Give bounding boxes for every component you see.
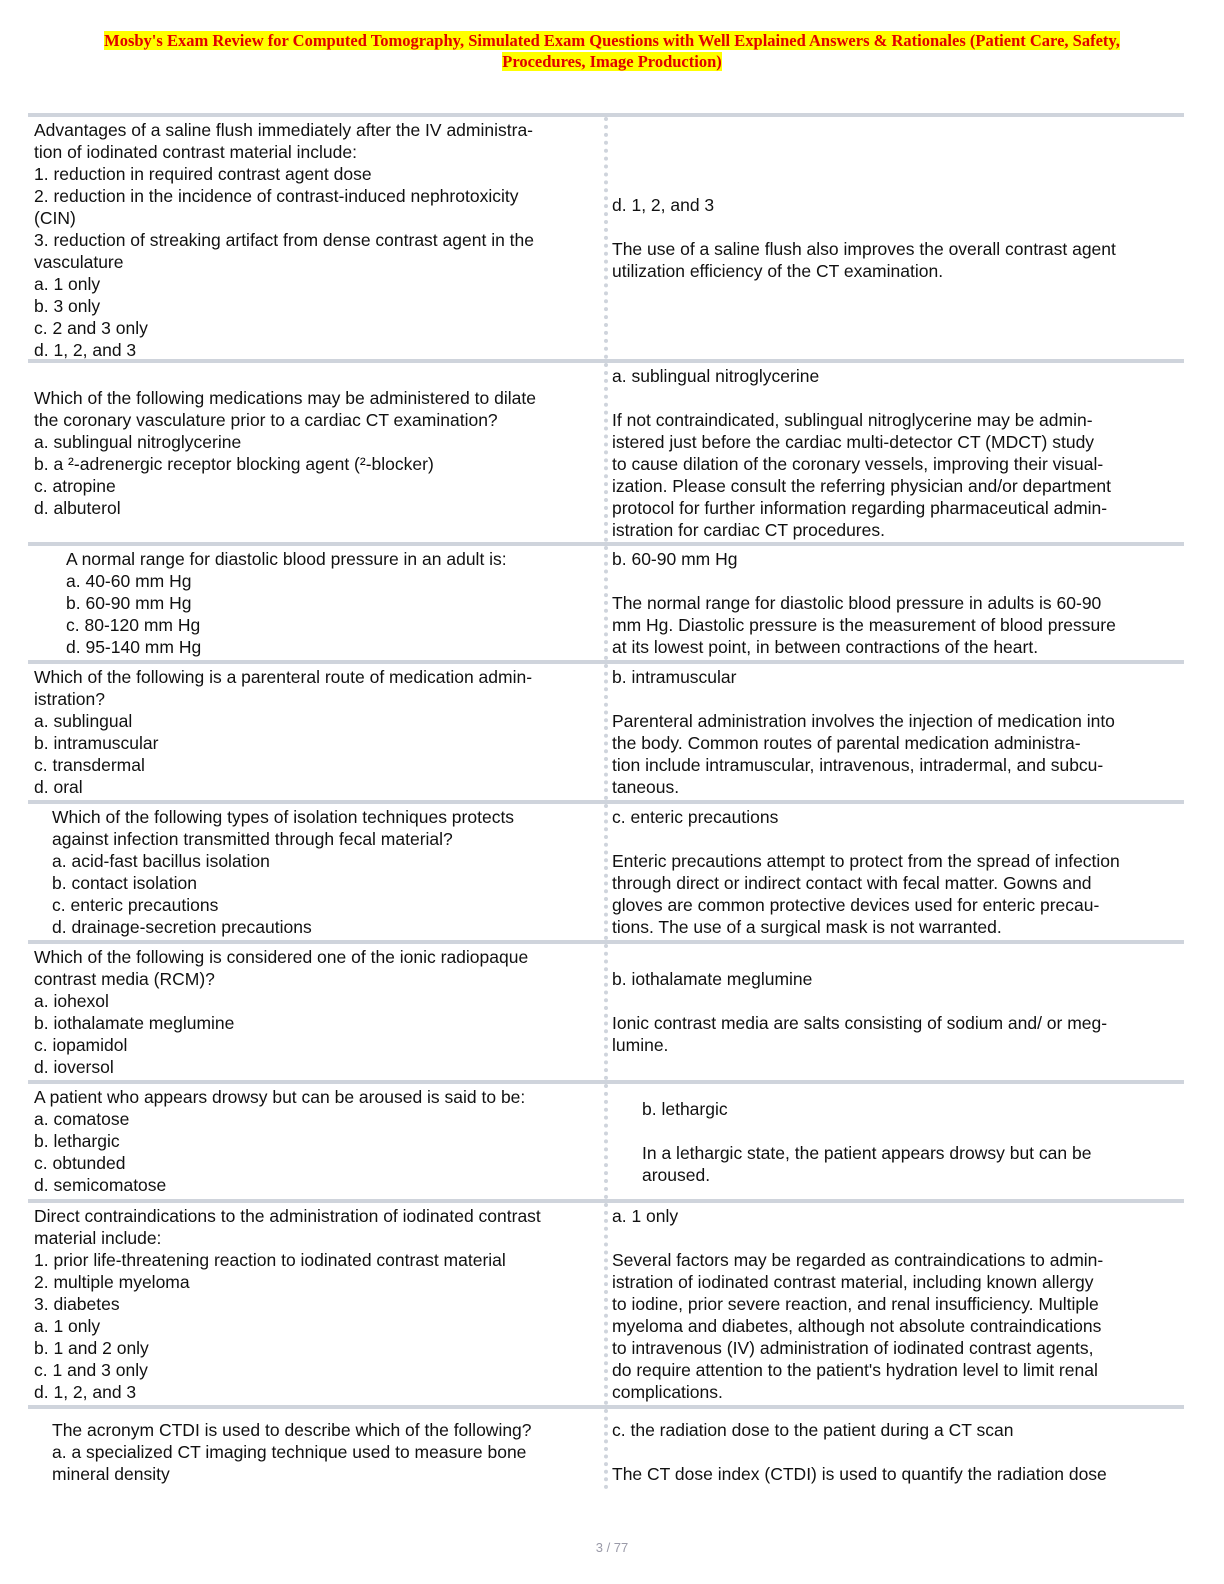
answer-cell (604, 1409, 1184, 1489)
question-cell: The acronym CTDI is used to describe which of the following? a. a specialized CT imaging technique used to measure bone mineral density (52, 1420, 532, 1484)
answer-cell (604, 664, 1184, 800)
qa-table (28, 113, 1184, 1489)
qa-row (28, 804, 1184, 944)
question-cell: Advantages of a saline flush immediately after the IV administra- tion of iodinated contrast material include: 1. reduction in required contrast agent dose 2. reduction in the incidence of contrast-induced nephrotoxicity (CIN) 3. reduction of streaking artifact from dense contrast agent in the vasculature a. 1 only b. 3 only c. 2 and 3 only d. 1, 2, and 3 (34, 120, 534, 360)
answer-cell (604, 1203, 1184, 1405)
question-cell: Direct contraindications to the administration of iodinated contrast material include: 1. prior life-threatening reaction to iodinated contrast material 2. multiple myeloma 3. diabetes a. 1 only b. 1 and 2 only c. 1 and 3 only d. 1, 2, and 3 (34, 1206, 541, 1402)
answer-choice: c. enteric precautions (612, 807, 779, 827)
answer-explanation: Enteric precautions attempt to protect from the spread of infection through direct or indirect contact with fecal matter. Gowns and gloves are common protective devices used for enteric precau- tions. The use of a surgical mask is not warranted. (612, 851, 1120, 937)
answer-explanation: In a lethargic state, the patient appears drowsy but can be aroused. (642, 1142, 1092, 1185)
answer-choice: c. the radiation dose to the patient during a CT scan (612, 1420, 1014, 1440)
document-header (40, 30, 1184, 72)
question-cell: A patient who appears drowsy but can be aroused is said to be: a. comatose b. lethargic c. obtunded d. semicomatose (34, 1087, 526, 1195)
answer-choice: b. intramuscular (612, 667, 737, 687)
answer-explanation: Several factors may be regarded as contraindications to admin- istration of iodinated contrast material, including known allergy to iodine, prior severe reaction, and renal insufficiency. Multiple myeloma and diabetes, although not absolute contraindications to intravenous (IV) administration of iodinated contrast agents, do require attention to the patient's hydration level to limit renal complications. (612, 1250, 1104, 1402)
question-cell: A normal range for diastolic blood pressure in an adult is: a. 40-60 mm Hg b. 60-90 mm Hg c. 80-120 mm Hg d. 95-140 mm Hg (66, 549, 507, 657)
qa-row (28, 664, 1184, 804)
qa-row (28, 117, 1184, 363)
answer-choice: b. 60-90 mm Hg (612, 549, 738, 569)
header-title-line1: Mosby's Exam Review for Computed Tomography, Simulated Exam Questions with Well Explained Answers & Rationales (Patient Care, Safety, (104, 31, 1120, 50)
answer-choice: a. sublingual nitroglycerine (612, 366, 820, 386)
answer-explanation: If not contraindicated, sublingual nitroglycerine may be admin- istered just before the cardiac multi-detector CT (MDCT) study to cause dilation of the coronary vessels, improving their visual- ization. Please consult the referring physician and/or department protocol for further information regarding pharmaceutical admin- istration for cardiac CT procedures. (612, 410, 1112, 540)
qa-row (28, 1084, 1184, 1203)
answer-explanation: Ionic contrast media are salts consisting of sodium and/ or meg- lumine. (612, 1013, 1108, 1055)
question-cell: Which of the following is considered one of the ionic radiopaque contrast media (RCM)? a. iohexol b. iothalamate meglumine c. iopamidol d. ioversol (34, 947, 529, 1077)
question-cell: Which of the following medications may be administered to dilate the coronary vasculature prior to a cardiac CT examination? a. sublingual nitroglycerine b. a ²-adrenergic receptor blocking agent (²-blocker) c. atropine d. albuterol (34, 387, 536, 518)
question-cell: Which of the following is a parenteral route of medication admin- istration? a. sublingual b. intramuscular c. transdermal d. oral (34, 667, 533, 797)
answer-choice: b. iothalamate meglumine (612, 969, 813, 989)
page-number: 3 / 77 (595, 1540, 629, 1555)
answer-cell (604, 117, 1184, 359)
answer-explanation: The use of a saline flush also improves the overall contrast agent utilization efficiency of the CT examination. (612, 239, 1116, 281)
answer-cell (604, 546, 1184, 660)
qa-row (28, 944, 1184, 1084)
answer-explanation: Parenteral administration involves the injection of medication into the body. Common routes of parental medication administra- tion include intramuscular, intravenous, intradermal, and subcu- taneous. (612, 711, 1115, 797)
header-title-line2: Procedures, Image Production) (502, 52, 722, 71)
qa-row (28, 546, 1184, 664)
answer-explanation: The CT dose index (CTDI) is used to quantify the radiation dose (612, 1464, 1107, 1484)
answer-cell (604, 804, 1184, 940)
answer-explanation: The normal range for diastolic blood pressure in adults is 60-90 mm Hg. Diastolic pressure is the measurement of blood pressure at its lowest point, in between contractions of the heart. (612, 593, 1116, 657)
question-cell: Which of the following types of isolation techniques protects against infection transmitted through fecal material? a. acid-fast bacillus isolation b. contact isolation c. enteric precautions d. drainage-secretion precautions (52, 807, 515, 937)
answer-cell (604, 1084, 1184, 1199)
qa-row (28, 1203, 1184, 1409)
answer-choice: b. lethargic (642, 1098, 728, 1119)
answer-cell (604, 363, 1184, 542)
answer-choice: a. 1 only (612, 1206, 679, 1226)
answer-cell (604, 944, 1184, 1080)
answer-choice: d. 1, 2, and 3 (612, 195, 715, 215)
qa-row (28, 363, 1184, 546)
qa-row (28, 1409, 1184, 1489)
